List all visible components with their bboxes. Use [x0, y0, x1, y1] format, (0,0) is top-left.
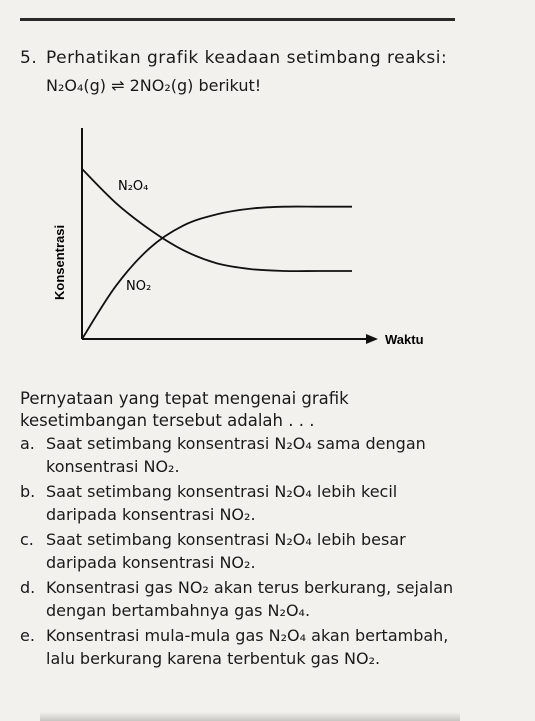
top-rule [20, 18, 455, 21]
option-label: e. [20, 626, 35, 645]
option-text: Saat setimbang konsentrasi N₂O₄ sama dengan konsentrasi NO₂. [46, 434, 426, 476]
question-number: 5. [20, 48, 38, 68]
option-c[interactable] [20, 528, 460, 574]
x-axis-arrow-icon [366, 334, 378, 344]
option-text: Saat setimbang konsentrasi N₂O₄ lebih kecil daripada konsentrasi NO₂. [46, 482, 398, 524]
question-prompt: Perhatikan grafik keadaan setimbang reaksi: [46, 48, 448, 68]
option-e[interactable] [20, 624, 460, 670]
question-statement: Pernyataan yang tepat mengenai grafik kesetimbangan tersebut adalah . . . [20, 389, 349, 430]
cut-off-next-question [40, 712, 460, 721]
product: 2NO₂(g) [129, 76, 194, 95]
option-text: Konsentrasi mula-mula gas N₂O₄ akan bertambah, lalu berkurang karena terbentuk gas NO₂. [46, 626, 449, 668]
option-d[interactable] [20, 576, 460, 622]
equilibrium-arrow-icon: ⇌ [111, 76, 125, 95]
option-text: Konsentrasi gas NO₂ akan terus berkurang, sejalan dengan bertambahnya gas N₂O₄. [46, 578, 454, 620]
option-label: b. [20, 482, 36, 501]
equilibrium-chart [0, 110, 460, 360]
option-a[interactable] [20, 432, 460, 478]
option-label: a. [20, 434, 35, 453]
question-header [20, 48, 447, 68]
option-text: Saat setimbang konsentrasi N₂O₄ lebih besar daripada konsentrasi NO₂. [46, 530, 406, 572]
option-label: c. [20, 530, 34, 549]
series-line-no2 [82, 207, 352, 339]
x-axis-label: Waktu [385, 332, 424, 347]
reactant: N₂O₄(g) [46, 76, 107, 95]
series-label-no2: NO₂ [126, 279, 152, 294]
option-b[interactable] [20, 480, 460, 526]
y-axis-label: Konsentrasi [52, 224, 67, 300]
series-label-n2o4: N₂O₄ [118, 179, 149, 194]
option-label: d. [20, 578, 36, 597]
reaction-equation [46, 76, 261, 95]
equation-suffix: berikut! [198, 76, 262, 95]
